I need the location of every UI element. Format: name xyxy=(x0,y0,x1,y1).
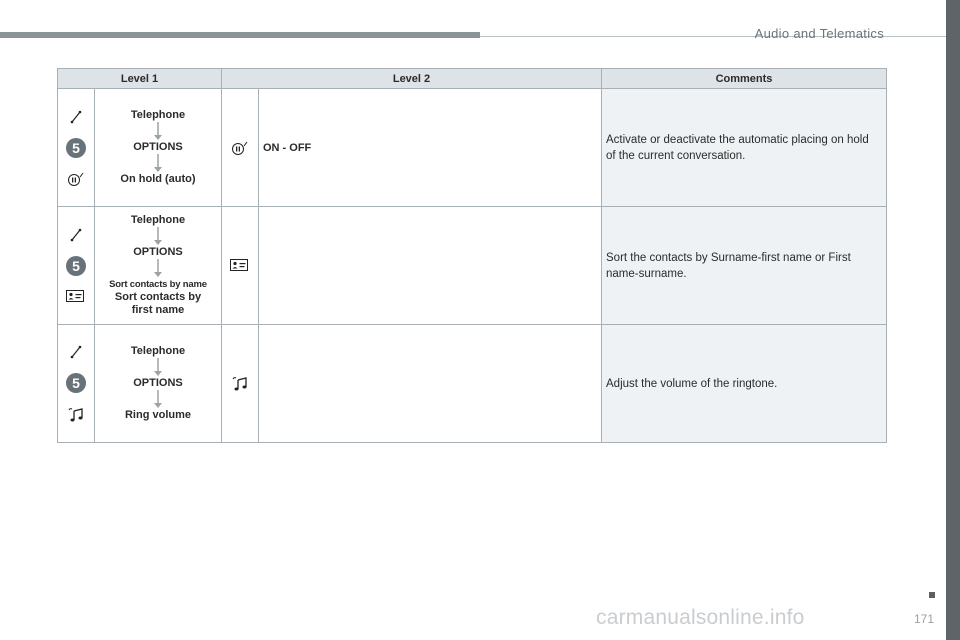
level1-path-cell xyxy=(95,325,222,443)
level1-path-cell xyxy=(95,207,222,325)
level2-label-cell xyxy=(259,89,602,207)
path-step: Telephone xyxy=(130,109,186,121)
arrow-down-icon xyxy=(153,122,163,141)
path-step: Telephone xyxy=(130,214,186,226)
path-step: Ring volume xyxy=(124,409,191,421)
phone-icon xyxy=(69,110,83,124)
path-step: On hold (auto) xyxy=(120,173,196,185)
path-step: OPTIONS xyxy=(133,377,183,389)
level1-icons-cell xyxy=(58,325,95,443)
table-header-row xyxy=(58,69,887,89)
path-step: OPTIONS xyxy=(133,141,183,153)
comment-cell xyxy=(602,207,887,325)
level2-label-cell xyxy=(259,325,602,443)
column-header-level2: Level 2 xyxy=(222,69,602,89)
arrow-down-icon xyxy=(153,358,163,377)
level2-icon-cell xyxy=(222,89,259,207)
arrow-down-icon xyxy=(153,227,163,246)
level2-label: ON - OFF xyxy=(263,141,312,154)
ringtone-icon xyxy=(67,407,85,423)
step-badge: 5 xyxy=(66,256,86,276)
arrow-down-icon xyxy=(153,390,163,409)
page-number: 171 xyxy=(914,612,935,626)
table-row xyxy=(58,89,887,207)
phone-icon xyxy=(69,228,83,242)
table-row xyxy=(58,325,887,443)
step-badge: 5 xyxy=(66,373,86,393)
ringtone-icon xyxy=(231,376,249,392)
watermark: carmanualsonline.info xyxy=(596,606,805,629)
phone-icon xyxy=(69,345,83,359)
comment-text: Sort the contacts by Surname-first name or First name-surname. xyxy=(606,251,851,280)
comment-cell xyxy=(602,89,887,207)
level1-icons-cell xyxy=(58,207,95,325)
column-header-comments: Comments xyxy=(602,69,887,89)
path-step: Telephone xyxy=(130,345,186,357)
level1-icons-cell xyxy=(58,89,95,207)
path-step: OPTIONS xyxy=(133,246,183,258)
page-edge-strip xyxy=(946,0,960,640)
contacts-icon xyxy=(230,259,250,272)
level2-icon-cell xyxy=(222,325,259,443)
hold-icon xyxy=(231,141,249,155)
arrow-down-icon xyxy=(153,259,163,278)
path-step: Sort contacts by first name xyxy=(114,291,202,316)
level1-path-cell xyxy=(95,89,222,207)
contacts-icon xyxy=(66,290,86,303)
hold-icon xyxy=(67,172,85,186)
section-title: Audio and Telematics xyxy=(754,26,884,41)
comment-cell xyxy=(602,325,887,443)
header-accent-bar xyxy=(0,32,480,38)
table-row xyxy=(58,207,887,325)
column-header-level1: Level 1 xyxy=(58,69,222,89)
arrow-down-icon xyxy=(153,154,163,173)
level2-label-cell xyxy=(259,207,602,325)
comment-text: Activate or deactivate the automatic placing on hold of the current conversation. xyxy=(606,133,869,162)
step-badge: 5 xyxy=(66,138,86,158)
page-marker xyxy=(929,592,935,598)
comment-text: Adjust the volume of the ringtone. xyxy=(606,377,778,390)
menu-table xyxy=(57,68,887,443)
path-step: Sort contacts by name xyxy=(109,279,207,290)
level2-icon-cell xyxy=(222,207,259,325)
